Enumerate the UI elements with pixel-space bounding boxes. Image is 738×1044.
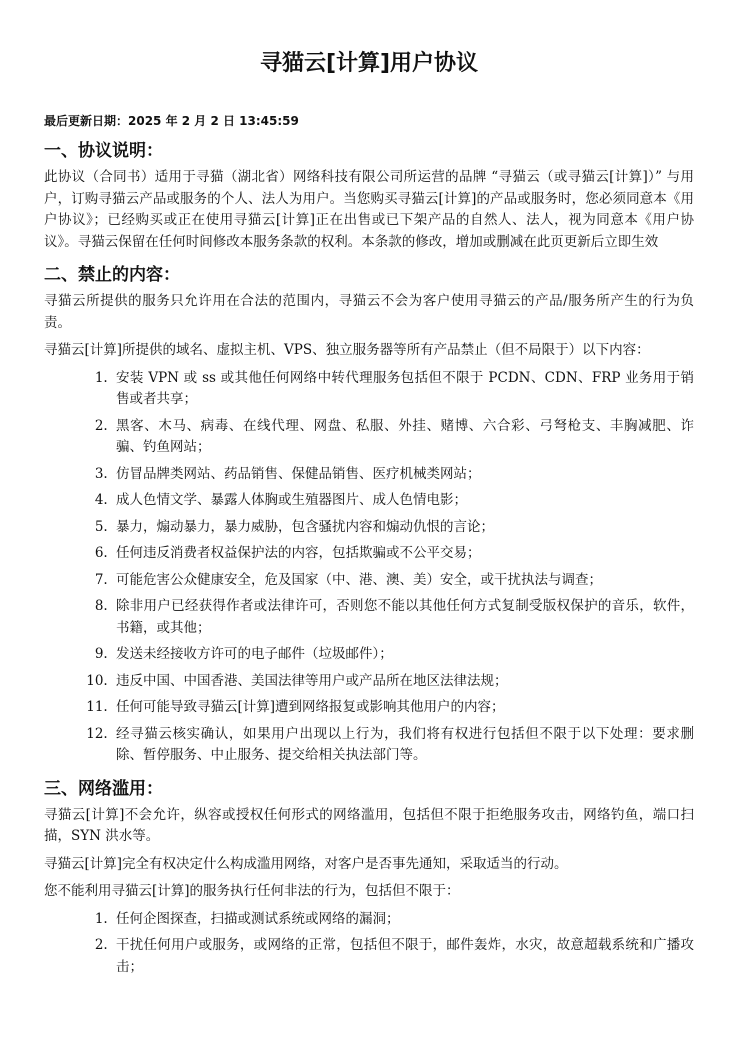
section-2-paragraph-1: 寻猫云所提供的服务只允许用在合法的范围内，寻猫云不会为客户使用寻猫云的产品/服务所产生的行为负责。 — [44, 293, 694, 331]
page-title: 寻猫云[计算]用户协议 — [259, 51, 479, 76]
list-item: 7. 可能危害公众健康安全，危及国家（中、港、澳、美）安全，或干扰执法与调查； — [112, 570, 694, 592]
section-3-paragraph-3: 您不能利用寻猫云[计算]的服务执行任何非法的行为，包括但不限于： — [44, 883, 460, 899]
prohibited-content-list — [44, 368, 694, 767]
section-3-paragraph-1: 寻猫云[计算]不会允许，纵容或授权任何形式的网络滥用，包括但不限于拒绝服务攻击，网络钓鱼，端口扫描，SYN 洪水等。 — [44, 806, 694, 844]
list-item: 2. 干扰任何用户或服务，或网络的正常，包括但不限于，邮件轰炸，水灾，故意超载系统和广播攻击； — [112, 935, 694, 978]
list-item: 1. 任何企图探查，扫描或测试系统或网络的漏洞； — [112, 909, 694, 931]
list-item: 5. 暴力，煽动暴力，暴力威胁，包含骚扰内容和煽动仇恨的言论； — [112, 517, 694, 539]
list-item: 6. 任何违反消费者权益保护法的内容，包括欺骗或不公平交易； — [112, 543, 694, 565]
list-item: 10. 违反中国、中国香港、美国法律等用户或产品所在地区法律法规； — [112, 671, 694, 693]
list-item: 3. 仿冒品牌类网站、药品销售、保健品销售、医疗机械类网站； — [112, 464, 694, 486]
section-2-paragraph-2: 寻猫云[计算]所提供的域名、虚拟主机、VPS、独立服务器等所有产品禁止（但不局限于）以下内容： — [44, 342, 650, 358]
list-item: 11. 任何可能导致寻猫云[计算]遭到网络报复或影响其他用户的内容； — [112, 697, 694, 719]
section-3-paragraph-2: 寻猫云[计算]完全有权决定什么构成滥用网络，对客户是否事先通知，采取适当的行动。 — [44, 855, 568, 872]
section-heading-1: 一、协议说明： — [44, 141, 163, 161]
list-item: 8. 除非用户已经获得作者或法律许可，否则您不能以其他任何方式复制受版权保护的音乐，软件，书籍，或其他； — [112, 596, 694, 639]
list-item: 4. 成人色情文学、暴露人体胸或生殖器图片、成人色情电影； — [112, 490, 694, 512]
last-updated: 最后更新日期：2025 年 2 月 2 日 13:45:59 — [44, 114, 299, 128]
network-abuse-list — [44, 909, 694, 979]
list-item: 12. 经寻猫云核实确认，如果用户出现以上行为，我们将有权进行包括但不限于以下处理：要求删除、暂停服务、中止服务、提交给相关执法部门等。 — [112, 724, 694, 767]
section-1-paragraph: 此协议（合同书）适用于寻猫（湖北省）网络科技有限公司所运营的品牌 “寻猫云（或寻猫云[计算]）” 与用户，订购寻猫云产品或服务的个人、法人为用户。当您购买寻猫云[计算]的产品或服务时，您必须同意本《用户协议》；已经购买或正在使用寻猫云[计算]正在出售或已下架产品的自然人、法人，视为同意本《用户协议》。寻猫云保留在任何时间修改本服务条款的权利。本条款的修改，增加或删减在此页更新后立即生效 — [44, 169, 694, 250]
section-heading-3: 三、网络滥用： — [44, 778, 163, 799]
list-item: 9. 发送未经接收方许可的电子邮件（垃圾邮件）； — [112, 644, 694, 666]
section-heading-2: 二、禁止的内容： — [44, 265, 180, 285]
list-item: 1. 安装 VPN 或 ss 或其他任何网络中转代理服务包括但不限于 PCDN、CDN、FRP 业务用于销售或者共享； — [112, 368, 694, 411]
list-item: 2. 黑客、木马、病毒、在线代理、网盘、私服、外挂、赌博、六合彩、弓弩枪支、丰胸减肥、诈骗、钓鱼网站； — [112, 416, 694, 459]
